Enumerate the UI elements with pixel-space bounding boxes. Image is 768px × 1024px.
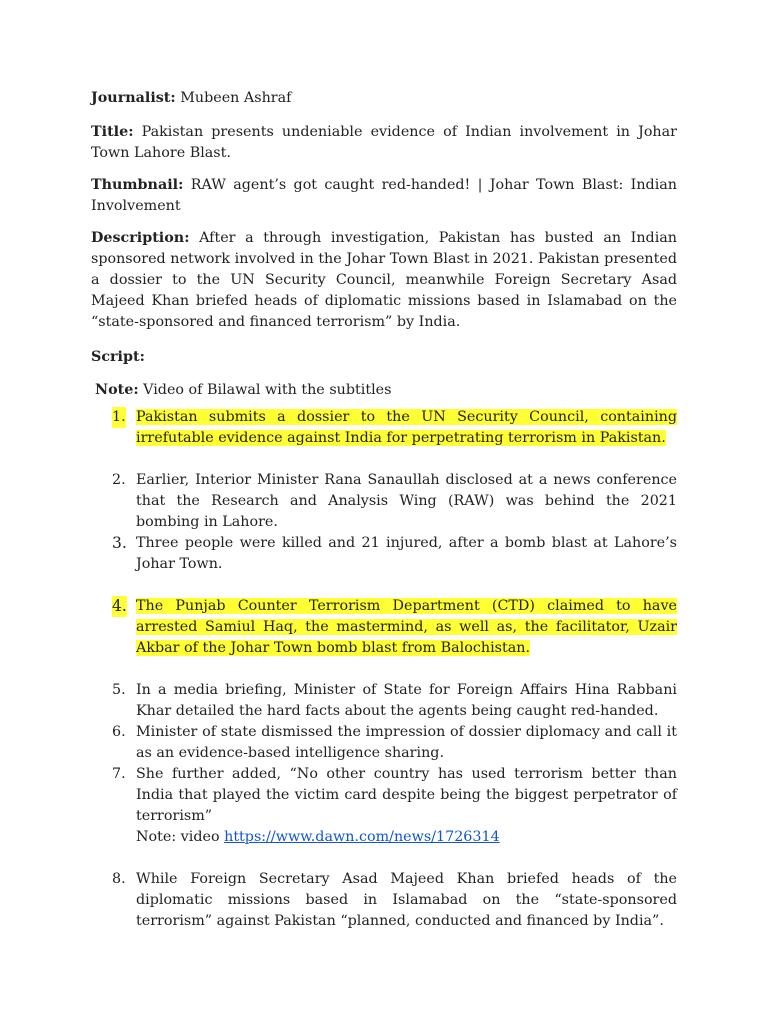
script-item-4 — [91, 596, 677, 659]
item-text: She further added, “No other country has used terrorism better than India that played the victim card despite being the biggest perpetrator of terrorism” — [136, 766, 677, 824]
script-item-3 — [91, 533, 677, 575]
note-label: Note — [95, 382, 134, 398]
item-number: 1. — [112, 407, 126, 428]
script-item-8 — [91, 869, 677, 932]
item-text: While Foreign Secretary Asad Majeed Khan briefed heads of the diplomatic missions based in Islamabad on the “state-sponsored terrorism” against Pakistan “planned, conducted and financed by India”. — [136, 871, 677, 929]
title-label: Title: — [91, 124, 134, 140]
note-text: Video of Bilawal with the subtitles — [143, 382, 392, 398]
title-text: Pakistan presents undeniable evidence of Indian involvement in Johar Town Lahore Blast. — [91, 124, 677, 161]
item-number: 7. — [112, 766, 126, 782]
item-text: Minister of state dismissed the impression of dossier diplomacy and call it as an evidence-based intelligence sharing. — [136, 724, 677, 761]
item-number: 4. — [112, 597, 127, 615]
description-label: Description: — [91, 230, 190, 246]
item-number: 3. — [112, 534, 127, 552]
script-item-5 — [91, 680, 677, 722]
script-item-1 — [91, 407, 677, 449]
journalist-label: Journalist: — [91, 90, 176, 106]
dawn-news-link[interactable]: https://www.dawn.com/news/1726314 — [224, 829, 500, 845]
description-paragraph — [91, 228, 677, 333]
thumbnail-line — [91, 175, 677, 217]
item-number: 2. — [112, 472, 126, 488]
script-heading: Script: — [91, 349, 145, 365]
script-item-6 — [91, 722, 677, 764]
script-item-7 — [91, 764, 677, 848]
item-text: Earlier, Interior Minister Rana Sanaullah disclosed at a news conference that the Research and Analysis Wing (RAW) was behind the 2021 bombing in Lahore. — [136, 472, 677, 530]
title-line — [91, 122, 677, 164]
script-list — [91, 407, 677, 932]
description-text: After a through investigation, Pakistan has busted an Indian sponsored network involved in the Johar Town Blast in 2021. Pakistan presented a dossier to the UN Security Council, meanwhile Foreign Secretary Asad Majeed Khan briefed heads of diplomatic missions based in Islamabad on the “state-sponsored and financed terrorism” by India. — [91, 230, 677, 330]
video-note — [136, 827, 677, 848]
item-number: 5. — [112, 682, 126, 698]
script-note: Note: Video of Bilawal with the subtitles — [95, 382, 392, 398]
journalist-line — [91, 88, 677, 109]
item-text: Three people were killed and 21 injured, after a bomb blast at Lahore’s Johar Town. — [136, 535, 677, 572]
item-text: In a media briefing, Minister of State for Foreign Affairs Hina Rabbani Khar detailed the hard facts about the agents being caught red-handed. — [136, 682, 677, 719]
item-number: 6. — [112, 724, 126, 740]
document-page — [91, 88, 677, 932]
journalist-name: Mubeen Ashraf — [180, 90, 292, 106]
thumbnail-label: Thumbnail: — [91, 177, 184, 193]
script-label: Script — [91, 349, 140, 365]
item-text: The Punjab Counter Terrorism Department (CTD) claimed to have arrested Samiul Haq, the mastermind, as well as, the facilitator, Uzair Akbar of the Johar Town bomb blast from Balochistan. — [136, 598, 677, 656]
item-text: Pakistan submits a dossier to the UN Security Council, containing irrefutable evidence against India for perpetrating terrorism in Pakistan. — [136, 409, 677, 446]
video-note-prefix: Note: video — [136, 829, 225, 845]
thumbnail-text: RAW agent’s got caught red-handed! | Johar Town Blast: Indian Involvement — [91, 177, 677, 214]
script-item-2 — [91, 470, 677, 533]
item-number: 8. — [112, 871, 126, 887]
